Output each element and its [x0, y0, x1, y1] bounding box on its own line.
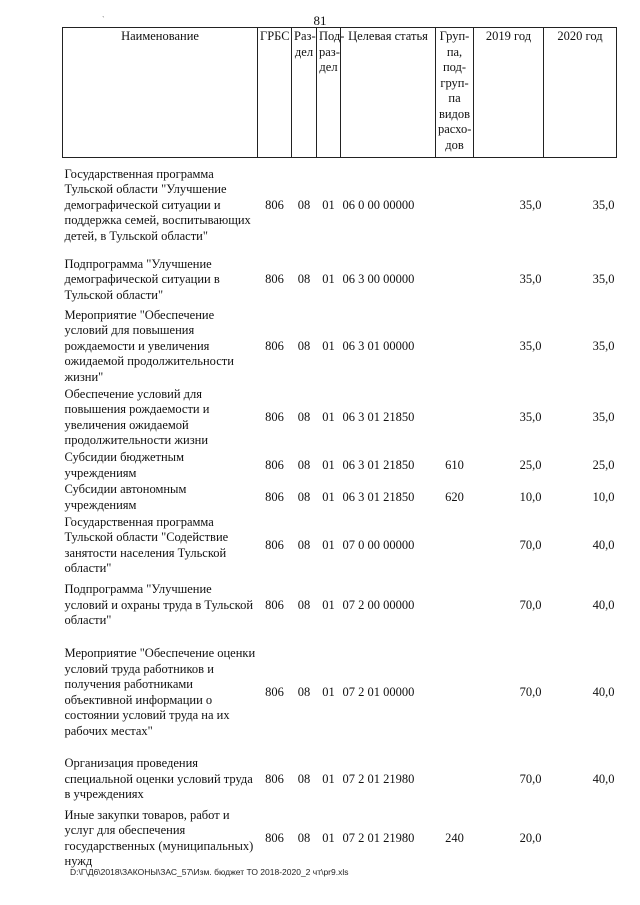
row-podrazdel: 01 — [322, 489, 335, 504]
footer-file-path: D:\Г\Д6\2018\ЗАКОНЫ\ЗАС_57\Изм. бюджет ТО 2018-2020_2 чт\pr9.xls — [70, 867, 349, 877]
row-name: Подпрограмма "Улучшение демографической ситуации в Тульской области" — [64, 256, 220, 302]
table-row — [63, 158, 617, 253]
row-2019: 70,0 — [519, 684, 542, 699]
scan-mark: ˋ — [102, 15, 105, 24]
row-razdel: 08 — [297, 537, 311, 552]
row-vr: 240 — [445, 830, 464, 845]
row-razdel: 08 — [297, 457, 311, 472]
header-grbs: ГРБС — [258, 28, 292, 158]
table-row — [63, 450, 617, 482]
row-name: Государственная программа Тульской области "Улучшение демографической ситуации и поддержка семей, воспитывающих детей, в Тульской области" — [64, 166, 251, 243]
row-2019: 35,0 — [519, 338, 542, 353]
row-name: Иные закупки товаров, работ и услуг для обеспечения государственных (муниципальных) нужд — [64, 807, 254, 868]
row-2019: 20,0 — [519, 830, 542, 845]
row-podrazdel: 01 — [322, 457, 335, 472]
row-podrazdel: 01 — [322, 338, 335, 353]
table-row — [63, 578, 617, 634]
row-2019: 25,0 — [519, 457, 542, 472]
row-grbs: 806 — [265, 830, 284, 845]
row-grbs: 806 — [265, 338, 284, 353]
row-target-article: 07 2 01 00000 — [342, 684, 415, 699]
row-2020: 40,0 — [592, 537, 615, 552]
row-podrazdel: 01 — [322, 409, 335, 424]
row-grbs: 806 — [265, 272, 284, 287]
row-razdel: 08 — [297, 684, 311, 699]
row-podrazdel: 01 — [322, 684, 335, 699]
row-2019: 70,0 — [519, 597, 542, 612]
row-vr: 610 — [445, 457, 464, 472]
header-target-article: Целевая статья — [341, 28, 436, 158]
row-target-article: 06 3 01 21850 — [342, 409, 415, 424]
table-row — [63, 752, 617, 808]
row-target-article: 07 0 00 00000 — [342, 537, 415, 552]
row-grbs: 806 — [265, 771, 284, 786]
row-podrazdel: 01 — [322, 197, 335, 212]
row-target-article: 07 2 00 00000 — [342, 597, 415, 612]
row-2020: 40,0 — [592, 597, 615, 612]
row-target-article: 06 0 00 00000 — [342, 197, 415, 212]
row-grbs: 806 — [265, 489, 284, 504]
row-2020 — [544, 808, 617, 870]
row-razdel: 08 — [297, 830, 311, 845]
row-podrazdel: 01 — [322, 537, 335, 552]
row-name: Обеспечение условий для повышения рождаемости и увеличения ожидаемой продолжительности жизни — [64, 386, 210, 447]
table-row — [63, 514, 617, 578]
row-target-article: 07 2 01 21980 — [342, 830, 415, 845]
header-podrazdel: Под-раз-дел — [317, 28, 341, 158]
row-2020: 35,0 — [592, 272, 615, 287]
row-razdel: 08 — [297, 771, 311, 786]
row-name: Мероприятие "Обеспечение оценки условий труда работников и получения работниками объективной информации о состоянии условий труда на их рабочих местах" — [64, 646, 256, 738]
header-razdel: Раз-дел — [292, 28, 317, 158]
page-number: 81 — [313, 13, 327, 28]
row-2019: 70,0 — [519, 537, 542, 552]
row-vr — [436, 253, 474, 308]
row-2020: 35,0 — [592, 338, 615, 353]
table-row — [63, 808, 617, 870]
table-header-row — [63, 28, 617, 158]
row-name: Субсидии бюджетным учреждениям — [64, 450, 184, 480]
row-vr — [436, 308, 474, 386]
row-name: Подпрограмма "Улучшение условий и охраны труда в Тульской области" — [64, 582, 254, 628]
row-grbs: 806 — [265, 537, 284, 552]
row-grbs: 806 — [265, 457, 284, 472]
row-razdel: 08 — [297, 489, 311, 504]
row-2020: 10,0 — [592, 489, 615, 504]
row-target-article: 06 3 00 00000 — [342, 272, 415, 287]
row-target-article: 06 3 01 00000 — [342, 338, 415, 353]
row-2019: 35,0 — [519, 197, 542, 212]
header-2020: 2020 год — [544, 28, 617, 158]
row-2020: 35,0 — [592, 197, 615, 212]
row-2020: 40,0 — [592, 684, 615, 699]
row-razdel: 08 — [297, 197, 311, 212]
row-target-article: 06 3 01 21850 — [342, 489, 415, 504]
budget-table — [62, 27, 617, 870]
row-name: Государственная программа Тульской области "Содействие занятости населения Тульской области" — [64, 514, 229, 575]
table-row — [63, 253, 617, 308]
table-row — [63, 386, 617, 450]
row-grbs: 806 — [265, 684, 284, 699]
row-podrazdel: 01 — [322, 830, 335, 845]
row-vr — [436, 386, 474, 450]
row-grbs: 806 — [265, 409, 284, 424]
row-2019: 35,0 — [519, 409, 542, 424]
row-vr — [436, 578, 474, 634]
row-razdel: 08 — [297, 338, 311, 353]
header-vr: Груп-па, под-груп-па видов расхо-дов — [436, 28, 474, 158]
header-name: Наименование — [63, 28, 258, 158]
row-vr — [436, 752, 474, 808]
row-2020: 35,0 — [592, 409, 615, 424]
row-2020: 25,0 — [592, 457, 615, 472]
row-razdel: 08 — [297, 409, 311, 424]
table-row — [63, 634, 617, 752]
row-podrazdel: 01 — [322, 771, 335, 786]
row-name: Организация проведения специальной оценки условий труда в учреждениях — [64, 756, 253, 802]
table-row — [63, 482, 617, 514]
row-name: Мероприятие "Обеспечение условий для повышения рождаемости и увеличения ожидаемой продолжительности жизни" — [64, 307, 234, 384]
row-vr — [436, 158, 474, 253]
table-row — [63, 308, 617, 386]
header-2019: 2019 год — [474, 28, 544, 158]
row-vr — [436, 514, 474, 578]
row-2020: 40,0 — [592, 771, 615, 786]
row-podrazdel: 01 — [322, 597, 335, 612]
row-target-article: 06 3 01 21850 — [342, 457, 415, 472]
row-grbs: 806 — [265, 197, 284, 212]
row-razdel: 08 — [297, 597, 311, 612]
row-2019: 70,0 — [519, 771, 542, 786]
row-vr — [436, 634, 474, 752]
row-podrazdel: 01 — [322, 272, 335, 287]
row-target-article: 07 2 01 21980 — [342, 771, 415, 786]
row-2019: 35,0 — [519, 272, 542, 287]
row-razdel: 08 — [297, 272, 311, 287]
row-name: Субсидии автономным учреждениям — [64, 482, 187, 512]
row-vr: 620 — [445, 489, 464, 504]
row-grbs: 806 — [265, 597, 284, 612]
row-2019: 10,0 — [519, 489, 542, 504]
